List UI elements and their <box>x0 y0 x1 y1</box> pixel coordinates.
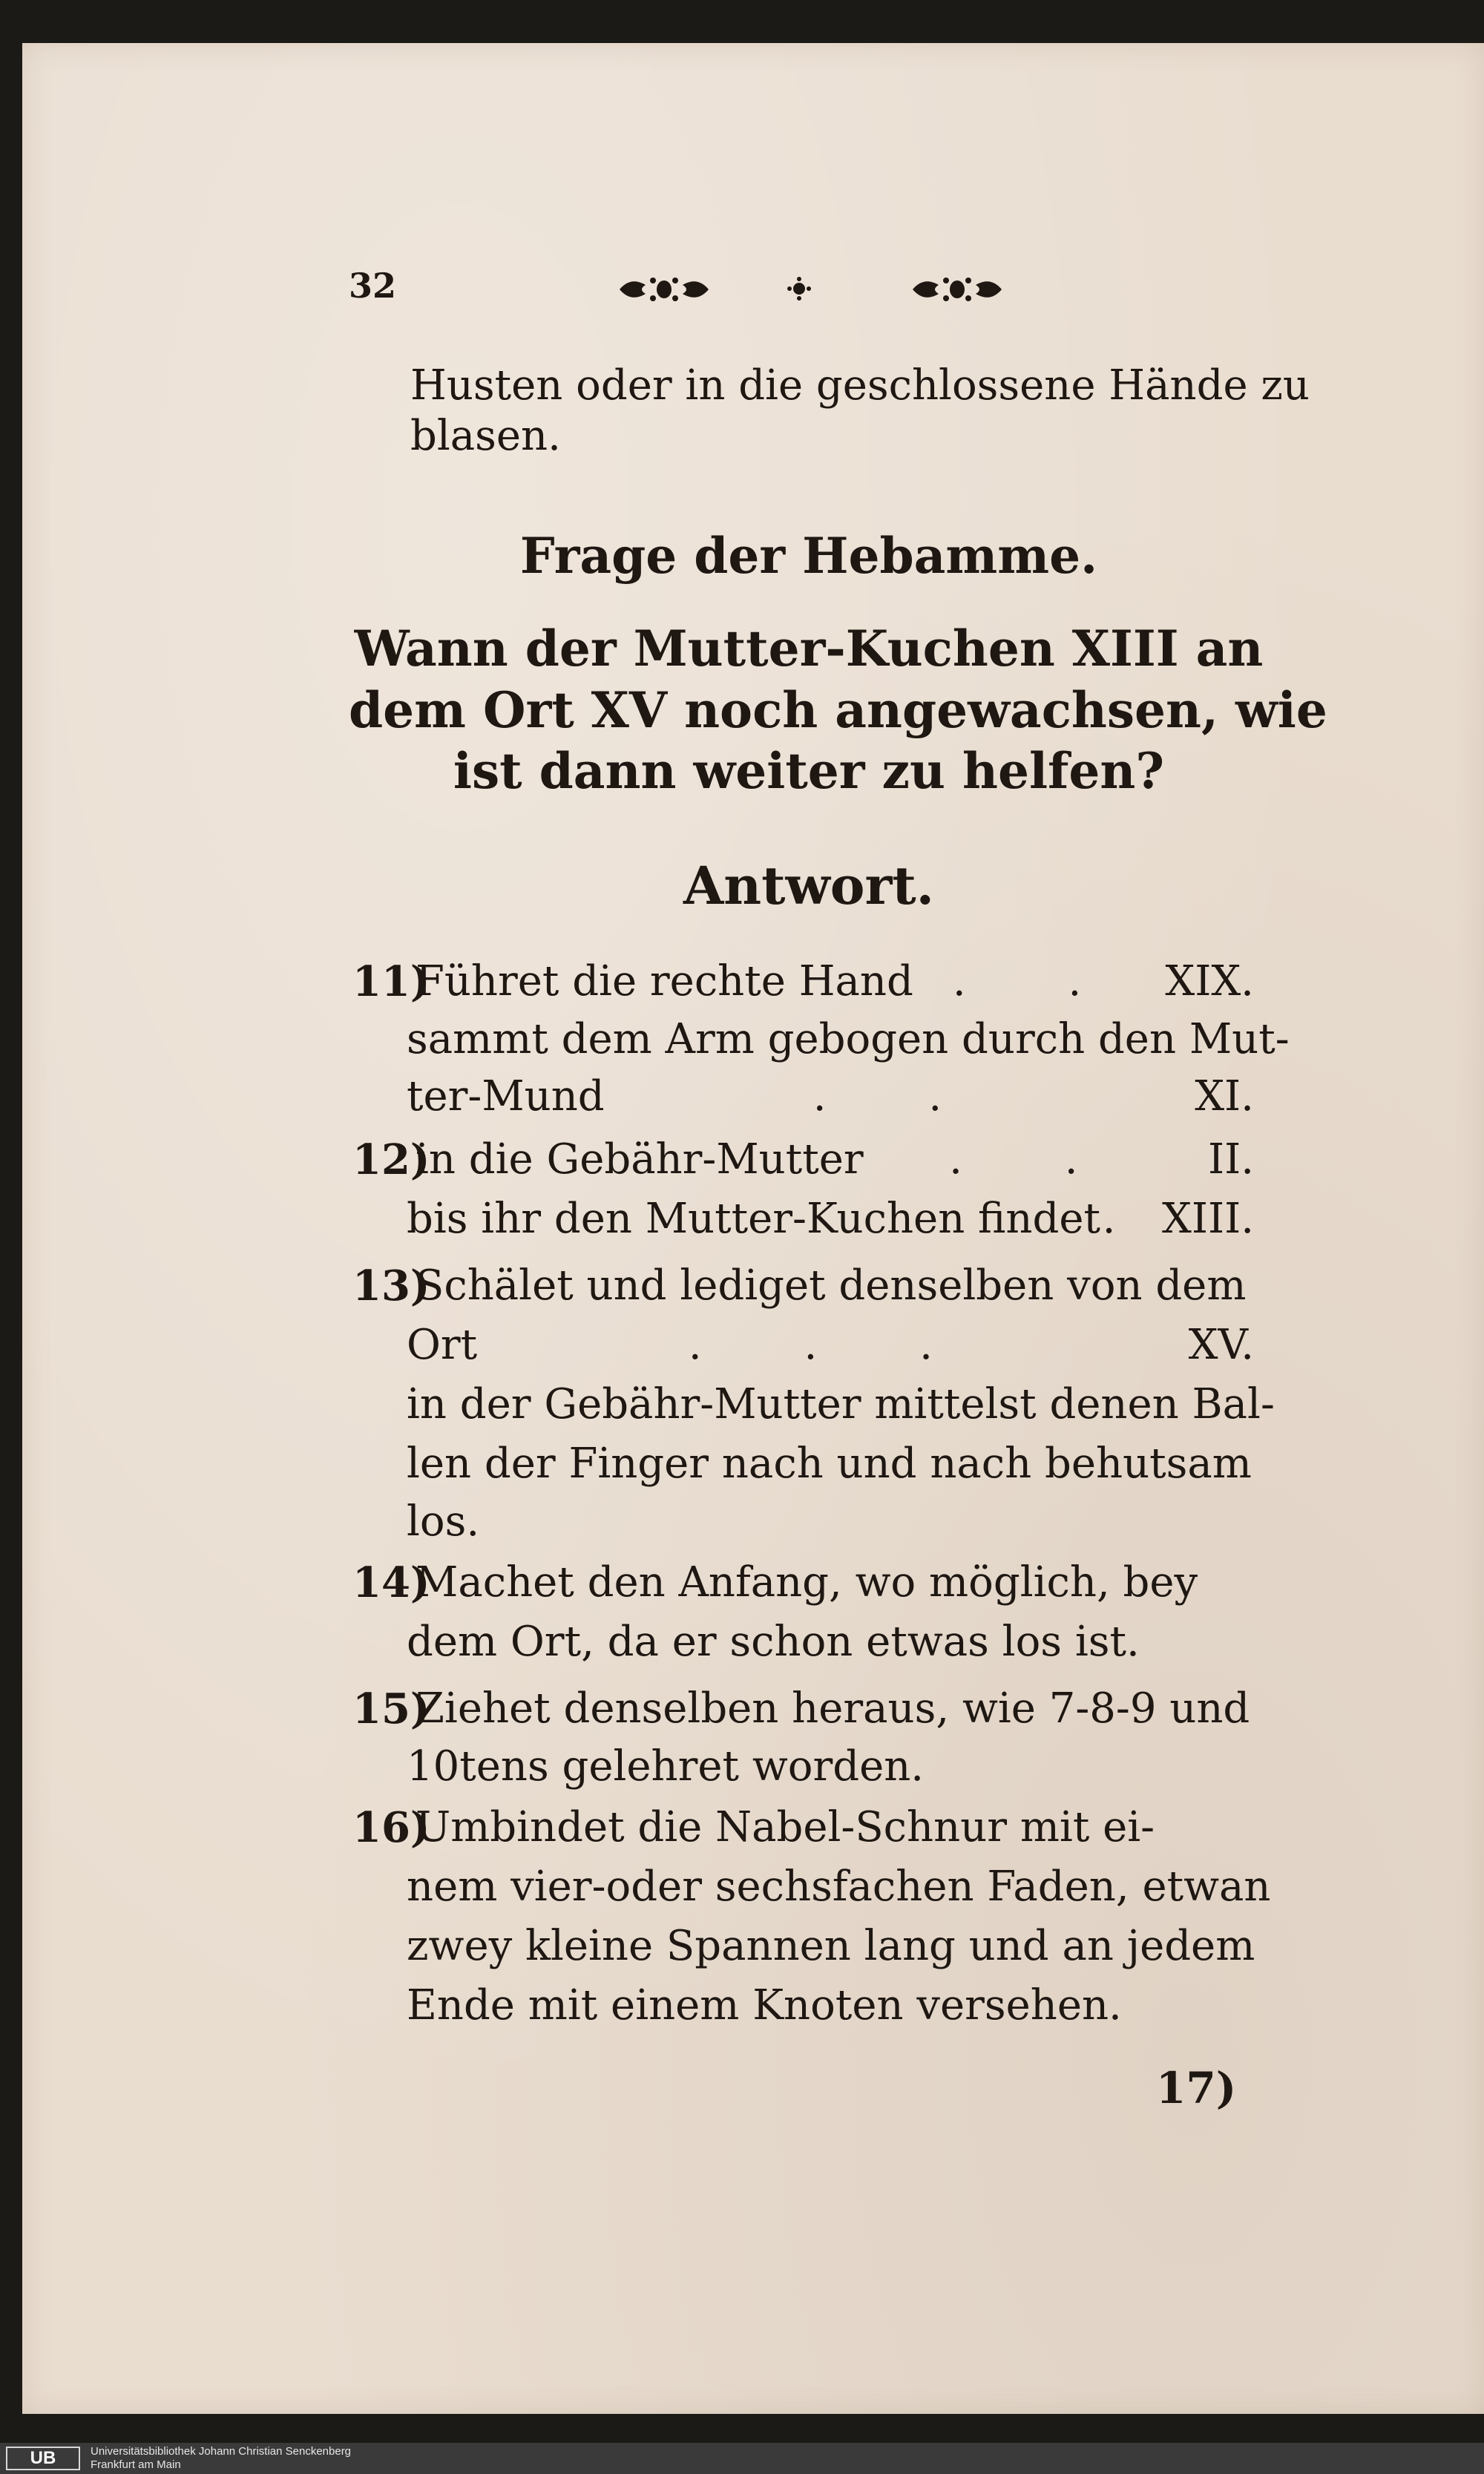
text-line-content: blasen. <box>410 412 561 460</box>
list-item-line <box>416 957 1254 1005</box>
list-item-line: len der Finger nach und nach behutsam <box>407 1440 1252 1488</box>
text-line-content: Husten oder in die geschlossene Hände zu <box>410 361 1310 410</box>
item-number: 14) <box>352 1558 430 1607</box>
list-item-line <box>407 1072 1254 1120</box>
ornament-center-icon <box>787 276 812 301</box>
figure-reference: XIX. <box>1165 957 1254 1005</box>
figure-reference: XIII. <box>1161 1195 1254 1243</box>
list-item-line: nem vier-oder sechsfachen Faden, etwan <box>407 1863 1271 1911</box>
text-line <box>410 361 1310 410</box>
list-item-line <box>416 1261 1254 1310</box>
item-text: ter-Mund <box>407 1072 605 1120</box>
item-text: Ort <box>407 1321 478 1369</box>
list-item-line: 10tens gelehret worden. <box>407 1742 925 1791</box>
item-dots: . . . <box>688 1321 977 1369</box>
list-item-line <box>407 1321 1254 1369</box>
item-dots: . . <box>812 1072 987 1120</box>
library-footer <box>0 2443 1484 2474</box>
list-item-line: zwey kleine Spannen lang und an jedem <box>407 1922 1255 1970</box>
page-header <box>349 266 1261 318</box>
list-item-line: los. <box>407 1497 480 1546</box>
text-line <box>410 412 561 460</box>
library-credit <box>91 2445 351 2472</box>
list-item-line: Ende mit einem Knoten versehen. <box>407 1981 1122 2030</box>
item-text: in die Gebähr-Mutter <box>416 1135 864 1184</box>
section-heading: Frage der Hebamme. <box>519 527 1098 585</box>
ornament-left-icon <box>616 273 712 306</box>
item-text: Schälet und lediget denselben von dem <box>416 1261 1247 1310</box>
question-line: dem Ort XV noch angewachsen, wie <box>349 681 1327 739</box>
list-item-line: Machet den Anfang, wo möglich, bey <box>416 1558 1198 1607</box>
list-item-line: Ziehet denselben heraus, wie 7-8-9 und <box>416 1684 1250 1733</box>
figure-reference: XI. <box>1195 1072 1254 1120</box>
item-text: Führet die rechte Hand <box>416 957 913 1005</box>
question-line: Wann der Mutter-Kuchen XIII an <box>354 620 1264 677</box>
library-name: Universitätsbibliothek Johann Christian Senckenberg <box>91 2445 352 2458</box>
answer-heading: Antwort. <box>683 855 935 916</box>
item-dots: . . <box>949 1135 1123 1184</box>
item-dots: . <box>1102 1195 1160 1243</box>
item-text: bis ihr den Mutter-Kuchen findet <box>407 1195 1100 1243</box>
item-number: 15) <box>352 1684 430 1733</box>
ornament-right-icon <box>909 273 1005 306</box>
list-item-line: Umbindet die Nabel-Schnur mit ei- <box>416 1803 1155 1851</box>
catchword: 17) <box>1156 2063 1237 2113</box>
question-line: ist dann weiter zu helfen? <box>453 742 1165 800</box>
ub-logo: UB <box>6 2447 80 2470</box>
item-dots: . . <box>952 957 1126 1005</box>
list-item-line: in der Gebähr-Mutter mittelst denen Bal- <box>407 1380 1275 1428</box>
figure-reference: XV. <box>1188 1321 1254 1369</box>
item-number: 12) <box>352 1135 430 1184</box>
list-item-line <box>407 1195 1254 1243</box>
list-item-line: sammt dem Arm gebogen durch den Mut- <box>407 1015 1290 1063</box>
figure-reference: II. <box>1207 1135 1254 1184</box>
list-item-line: dem Ort, da er schon etwas los ist. <box>407 1618 1140 1666</box>
library-city: Frankfurt am Main <box>91 2458 181 2471</box>
page-number: 32 <box>349 266 397 306</box>
item-number: 11) <box>352 957 430 1006</box>
list-item-line <box>416 1135 1254 1184</box>
item-number: 16) <box>352 1803 430 1852</box>
item-number: 13) <box>352 1261 430 1310</box>
